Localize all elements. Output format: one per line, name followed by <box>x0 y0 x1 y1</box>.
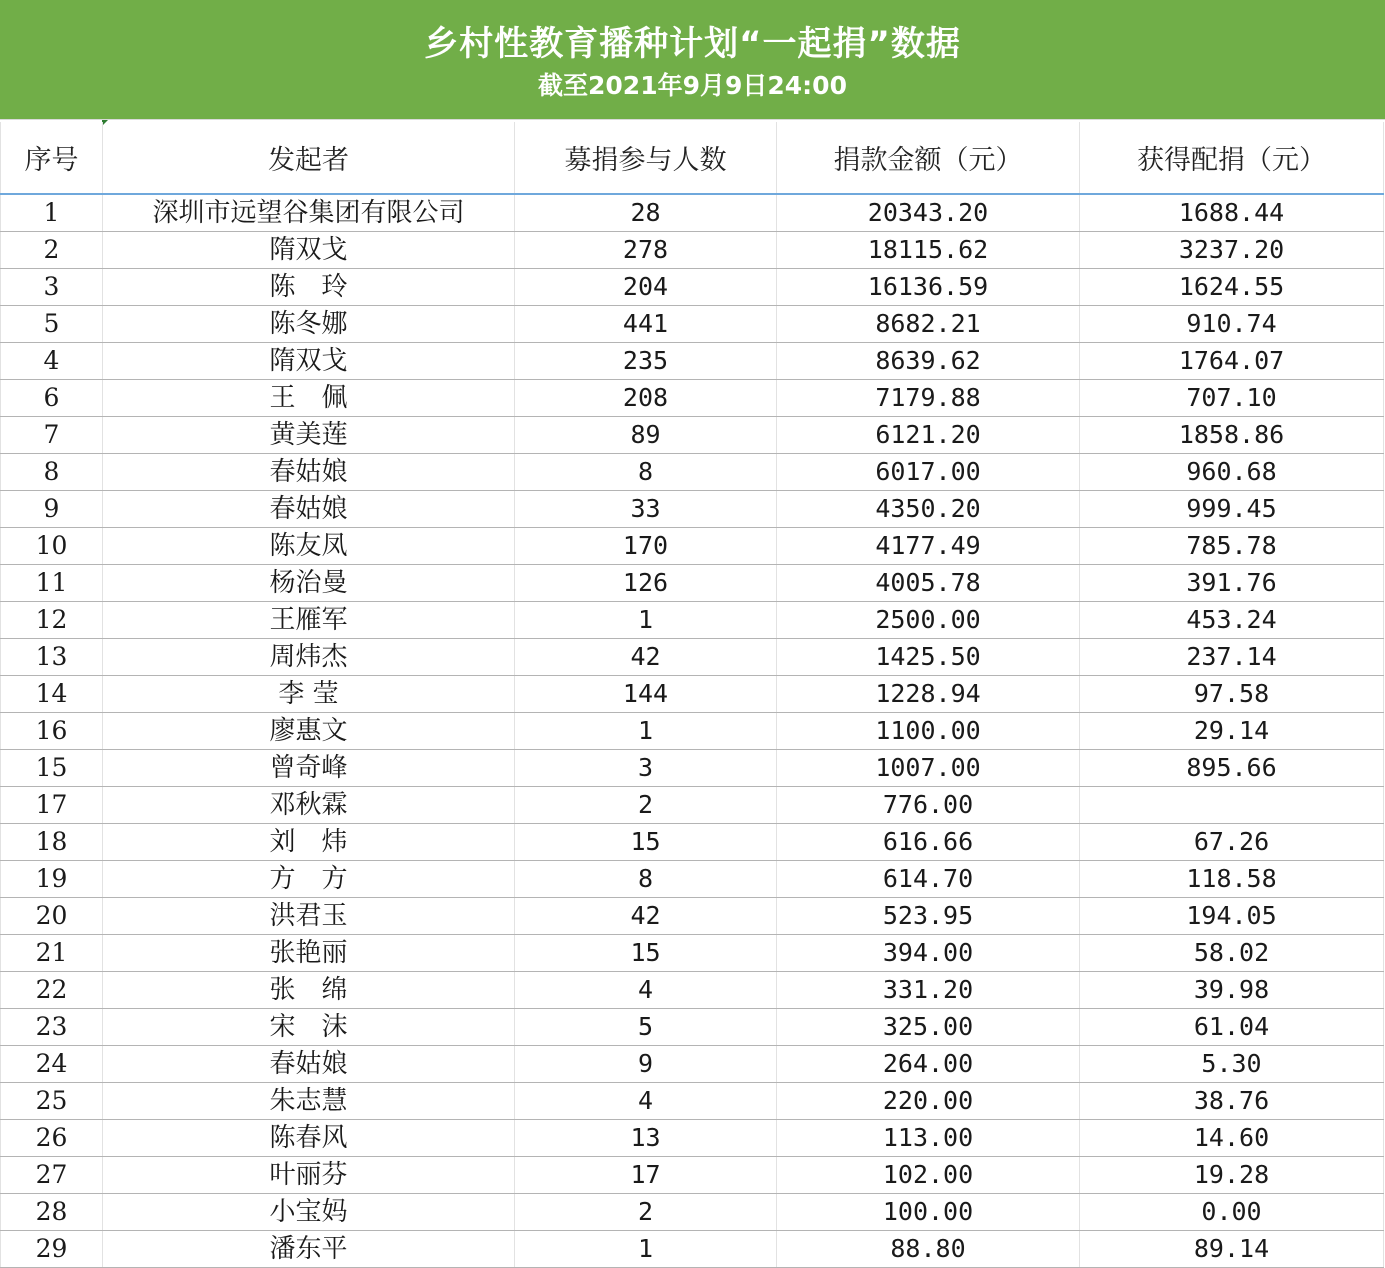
cell-participants[interactable]: 33 <box>515 491 777 528</box>
cell-seq[interactable]: 27 <box>1 1157 103 1194</box>
cell-donation[interactable]: 264.00 <box>777 1046 1080 1083</box>
cell-initiator[interactable]: 陈友凤 <box>103 528 515 565</box>
cell-initiator[interactable]: 王雁军 <box>103 602 515 639</box>
cell-seq[interactable]: 14 <box>1 676 103 713</box>
cell-seq[interactable]: 20 <box>1 898 103 935</box>
cell-matching[interactable]: 1858.86 <box>1080 417 1384 454</box>
table-row <box>1 417 1384 454</box>
cell-matching[interactable]: 29.14 <box>1080 713 1384 750</box>
cell-donation[interactable]: 102.00 <box>777 1157 1080 1194</box>
cell-donation[interactable]: 6017.00 <box>777 454 1080 491</box>
table-row <box>1 713 1384 750</box>
cell-participants[interactable]: 235 <box>515 343 777 380</box>
cell-donation[interactable]: 4177.49 <box>777 528 1080 565</box>
cell-donation[interactable]: 4350.20 <box>777 491 1080 528</box>
cell-seq[interactable]: 26 <box>1 1120 103 1157</box>
cell-seq[interactable]: 5 <box>1 306 103 343</box>
cell-donation[interactable]: 100.00 <box>777 1194 1080 1231</box>
cell-participants[interactable]: 15 <box>515 935 777 972</box>
cell-initiator[interactable]: 深圳市远望谷集团有限公司 <box>103 194 515 232</box>
cell-seq[interactable]: 13 <box>1 639 103 676</box>
cell-participants[interactable]: 1 <box>515 1231 777 1268</box>
cell-participants[interactable]: 28 <box>515 194 777 232</box>
page-subtitle: 截至2021年9月9日24:00 <box>538 71 847 100</box>
cell-donation[interactable]: 8682.21 <box>777 306 1080 343</box>
cell-matching[interactable]: 1688.44 <box>1080 194 1384 232</box>
table-row <box>1 491 1384 528</box>
cell-seq[interactable]: 22 <box>1 972 103 1009</box>
cell-seq[interactable]: 18 <box>1 824 103 861</box>
cell-participants[interactable]: 3 <box>515 750 777 787</box>
cell-matching[interactable]: 14.60 <box>1080 1120 1384 1157</box>
cell-initiator[interactable]: 刘 炜 <box>103 824 515 861</box>
cell-participants[interactable]: 1 <box>515 713 777 750</box>
cell-donation[interactable]: 325.00 <box>777 1009 1080 1046</box>
cell-initiator[interactable]: 隋双戈 <box>103 232 515 269</box>
cell-initiator[interactable]: 杨治曼 <box>103 565 515 602</box>
cell-matching[interactable]: 1624.55 <box>1080 269 1384 306</box>
cell-matching[interactable]: 97.58 <box>1080 676 1384 713</box>
table-row <box>1 232 1384 269</box>
cell-donation[interactable]: 1007.00 <box>777 750 1080 787</box>
cell-participants[interactable]: 9 <box>515 1046 777 1083</box>
cell-donation[interactable]: 88.80 <box>777 1231 1080 1268</box>
cell-initiator[interactable]: 张艳丽 <box>103 935 515 972</box>
cell-initiator[interactable]: 春姑娘 <box>103 454 515 491</box>
cell-seq[interactable]: 16 <box>1 713 103 750</box>
cell-donation[interactable]: 8639.62 <box>777 343 1080 380</box>
cell-participants[interactable]: 42 <box>515 639 777 676</box>
cell-matching[interactable]: 785.78 <box>1080 528 1384 565</box>
cell-matching[interactable]: 89.14 <box>1080 1231 1384 1268</box>
cell-matching[interactable]: 38.76 <box>1080 1083 1384 1120</box>
cell-donation[interactable]: 220.00 <box>777 1083 1080 1120</box>
cell-initiator[interactable]: 陈 玲 <box>103 269 515 306</box>
cell-participants[interactable]: 208 <box>515 380 777 417</box>
table-row <box>1 676 1384 713</box>
cell-participants[interactable]: 1 <box>515 602 777 639</box>
cell-donation[interactable]: 331.20 <box>777 972 1080 1009</box>
donation-table <box>0 122 1384 1268</box>
cell-seq[interactable]: 4 <box>1 343 103 380</box>
cell-donation[interactable]: 6121.20 <box>777 417 1080 454</box>
cell-participants[interactable]: 15 <box>515 824 777 861</box>
cell-donation[interactable]: 2500.00 <box>777 602 1080 639</box>
cell-participants[interactable]: 204 <box>515 269 777 306</box>
cell-donation[interactable]: 614.70 <box>777 861 1080 898</box>
table-row <box>1 1231 1384 1268</box>
cell-seq[interactable]: 17 <box>1 787 103 824</box>
table-row <box>1 454 1384 491</box>
cell-donation[interactable]: 16136.59 <box>777 269 1080 306</box>
cell-seq[interactable]: 11 <box>1 565 103 602</box>
table-row <box>1 602 1384 639</box>
cell-participants[interactable]: 89 <box>515 417 777 454</box>
cell-participants[interactable]: 2 <box>515 1194 777 1231</box>
cell-seq[interactable]: 25 <box>1 1083 103 1120</box>
cell-initiator[interactable]: 陈冬娜 <box>103 306 515 343</box>
cell-matching[interactable]: 453.24 <box>1080 602 1384 639</box>
cell-initiator[interactable]: 廖惠文 <box>103 713 515 750</box>
cell-seq[interactable]: 23 <box>1 1009 103 1046</box>
table-row <box>1 1157 1384 1194</box>
cell-matching[interactable]: 39.98 <box>1080 972 1384 1009</box>
table-row <box>1 972 1384 1009</box>
table-row <box>1 824 1384 861</box>
cell-donation[interactable]: 394.00 <box>777 935 1080 972</box>
cell-donation[interactable]: 1100.00 <box>777 713 1080 750</box>
cell-matching[interactable]: 1764.07 <box>1080 343 1384 380</box>
cell-matching[interactable] <box>1080 787 1384 824</box>
cell-participants[interactable]: 8 <box>515 861 777 898</box>
cell-initiator[interactable]: 黄美莲 <box>103 417 515 454</box>
cell-initiator[interactable]: 洪君玉 <box>103 898 515 935</box>
cell-matching[interactable]: 999.45 <box>1080 491 1384 528</box>
cell-participants[interactable]: 441 <box>515 306 777 343</box>
cell-participants[interactable]: 126 <box>515 565 777 602</box>
table-body <box>1 194 1384 1268</box>
cell-seq[interactable]: 19 <box>1 861 103 898</box>
cell-initiator[interactable]: 方 方 <box>103 861 515 898</box>
cell-matching[interactable]: 58.02 <box>1080 935 1384 972</box>
cell-seq[interactable]: 6 <box>1 380 103 417</box>
table-row <box>1 787 1384 824</box>
cell-participants[interactable]: 5 <box>515 1009 777 1046</box>
cell-donation[interactable]: 4005.78 <box>777 565 1080 602</box>
cell-seq[interactable]: 28 <box>1 1194 103 1231</box>
cell-matching[interactable]: 707.10 <box>1080 380 1384 417</box>
cell-participants[interactable]: 13 <box>515 1120 777 1157</box>
cell-initiator[interactable]: 邓秋霖 <box>103 787 515 824</box>
cell-participants[interactable]: 4 <box>515 972 777 1009</box>
cell-donation[interactable]: 7179.88 <box>777 380 1080 417</box>
cell-donation[interactable]: 113.00 <box>777 1120 1080 1157</box>
cell-initiator[interactable]: 曾奇峰 <box>103 750 515 787</box>
cell-matching[interactable]: 19.28 <box>1080 1157 1384 1194</box>
table-row <box>1 343 1384 380</box>
cell-donation[interactable]: 20343.20 <box>777 194 1080 232</box>
cell-participants[interactable]: 17 <box>515 1157 777 1194</box>
header-row <box>1 122 1384 194</box>
cell-donation[interactable]: 523.95 <box>777 898 1080 935</box>
table-row <box>1 1120 1384 1157</box>
table-row <box>1 528 1384 565</box>
table-row <box>1 861 1384 898</box>
cell-initiator[interactable]: 朱志慧 <box>103 1083 515 1120</box>
table-row <box>1 1009 1384 1046</box>
cell-initiator[interactable]: 宋 沫 <box>103 1009 515 1046</box>
cell-participants[interactable]: 278 <box>515 232 777 269</box>
cell-matching[interactable]: 67.26 <box>1080 824 1384 861</box>
table-row <box>1 380 1384 417</box>
cell-matching[interactable]: 5.30 <box>1080 1046 1384 1083</box>
cell-initiator[interactable]: 春姑娘 <box>103 1046 515 1083</box>
header-cell-seq[interactable]: 序号 <box>1 122 103 194</box>
cell-participants[interactable]: 4 <box>515 1083 777 1120</box>
table-row <box>1 750 1384 787</box>
cell-initiator[interactable]: 潘东平 <box>103 1231 515 1268</box>
table-row <box>1 639 1384 676</box>
cell-matching[interactable]: 118.58 <box>1080 861 1384 898</box>
table-row <box>1 1194 1384 1231</box>
cell-seq[interactable]: 21 <box>1 935 103 972</box>
cell-participants[interactable]: 8 <box>515 454 777 491</box>
cell-initiator[interactable]: 隋双戈 <box>103 343 515 380</box>
cell-donation[interactable]: 1228.94 <box>777 676 1080 713</box>
title-banner[interactable] <box>0 0 1385 120</box>
cell-seq[interactable]: 12 <box>1 602 103 639</box>
table-row <box>1 269 1384 306</box>
cell-matching[interactable]: 3237.20 <box>1080 232 1384 269</box>
page-title: 乡村性教育播种计划“一起捐”数据 <box>424 24 961 64</box>
cell-seq[interactable]: 24 <box>1 1046 103 1083</box>
cell-donation[interactable]: 776.00 <box>777 787 1080 824</box>
table-row <box>1 1046 1384 1083</box>
table-row <box>1 565 1384 602</box>
cell-participants[interactable]: 170 <box>515 528 777 565</box>
cell-seq[interactable]: 9 <box>1 491 103 528</box>
cell-initiator[interactable]: 叶丽芬 <box>103 1157 515 1194</box>
cell-initiator[interactable]: 李 莹 <box>103 676 515 713</box>
cell-initiator[interactable]: 春姑娘 <box>103 491 515 528</box>
cell-donation[interactable]: 1425.50 <box>777 639 1080 676</box>
cell-matching[interactable]: 960.68 <box>1080 454 1384 491</box>
cell-matching[interactable]: 194.05 <box>1080 898 1384 935</box>
header-cell-initiator[interactable]: 发起者 <box>103 122 515 194</box>
table-row <box>1 194 1384 232</box>
cell-matching[interactable]: 61.04 <box>1080 1009 1384 1046</box>
table-row <box>1 306 1384 343</box>
cell-initiator[interactable]: 小宝妈 <box>103 1194 515 1231</box>
cell-participants[interactable]: 42 <box>515 898 777 935</box>
cell-seq[interactable]: 1 <box>1 194 103 232</box>
cell-donation[interactable]: 616.66 <box>777 824 1080 861</box>
cell-initiator[interactable]: 张 绵 <box>103 972 515 1009</box>
cell-matching[interactable]: 895.66 <box>1080 750 1384 787</box>
cell-seq[interactable]: 7 <box>1 417 103 454</box>
cell-matching[interactable]: 237.14 <box>1080 639 1384 676</box>
table-row <box>1 1083 1384 1120</box>
cell-initiator[interactable]: 陈春风 <box>103 1120 515 1157</box>
cell-seq[interactable]: 15 <box>1 750 103 787</box>
cell-initiator[interactable]: 王 佩 <box>103 380 515 417</box>
header-cell-participants[interactable]: 募捐参与人数 <box>515 122 777 194</box>
cell-seq[interactable]: 29 <box>1 1231 103 1268</box>
cell-seq[interactable]: 8 <box>1 454 103 491</box>
cell-initiator[interactable]: 周炜杰 <box>103 639 515 676</box>
cell-seq[interactable]: 2 <box>1 232 103 269</box>
table-row <box>1 898 1384 935</box>
cell-donation[interactable]: 18115.62 <box>777 232 1080 269</box>
header-cell-donation[interactable]: 捐款金额（元） <box>777 122 1080 194</box>
cell-seq[interactable]: 10 <box>1 528 103 565</box>
table-row <box>1 935 1384 972</box>
cell-seq[interactable]: 3 <box>1 269 103 306</box>
header-cell-matching[interactable]: 获得配捐（元） <box>1080 122 1384 194</box>
cell-participants[interactable]: 144 <box>515 676 777 713</box>
cell-matching[interactable]: 391.76 <box>1080 565 1384 602</box>
cell-matching[interactable]: 0.00 <box>1080 1194 1384 1231</box>
cell-participants[interactable]: 2 <box>515 787 777 824</box>
cell-matching[interactable]: 910.74 <box>1080 306 1384 343</box>
